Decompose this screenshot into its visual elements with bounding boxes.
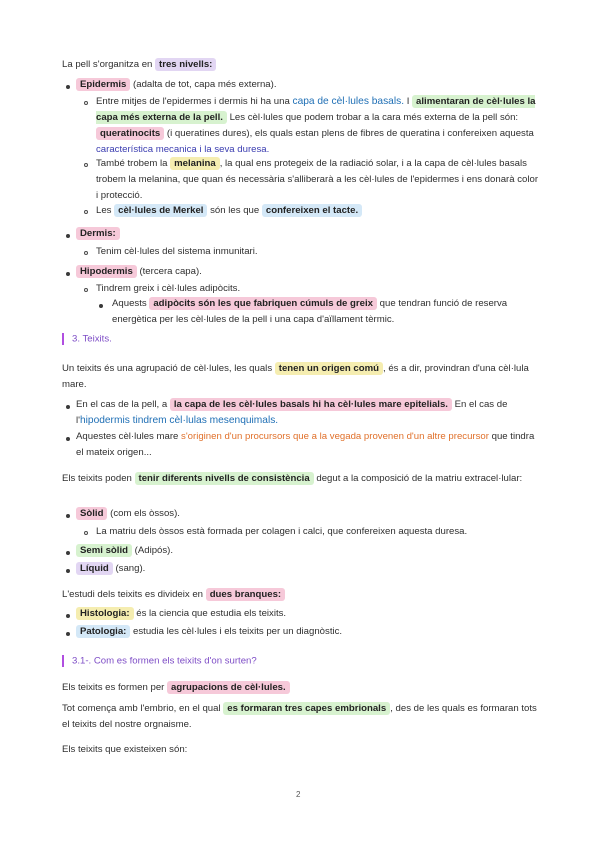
- section-heading-teixits: 3. Teixits.: [62, 333, 112, 345]
- bullet-icon: [66, 85, 70, 89]
- bullet-icon: [66, 614, 70, 618]
- bullet-icon: [66, 514, 70, 518]
- list-item-melanina: També trobem la melanina , la qual ens protegeix de la radiació solar, i a la capa de cèl·lules basals trobem la melanina, que quan és necessària s'alliberarà a les cèl·lules de l'epidermes i ens donarà color i protecció.: [96, 158, 539, 201]
- list-item-hipodermis-greix: Tindrem greix i cèl·lules adipòcits.: [96, 283, 241, 294]
- list-item-semi-solid: Semi sòlid (Adipós).: [76, 543, 536, 559]
- list-item-hipodermis: Hipodermis (tercera capa).: [76, 264, 536, 280]
- list-item-epidermis-basal: Entre mitjes de l'epidermes i dermis hi ha una capa de cèl·lules basals. I alimentaran de cèl·lules la capa més externa de la pell. Les cèl·lules que podem trobar a la cara més externa de la pell són: queratinocits (i queratines dures), els quals estan plens de fibres de queratina i confereixen aquesta característica mecanica i la seva duresa.: [96, 96, 536, 155]
- heading-bar: [62, 655, 64, 667]
- highlight: tres nivells:: [155, 58, 216, 71]
- paragraph-branques: L'estudi dels teixits es divideix en dues branques:: [62, 587, 537, 603]
- paragraph-existeixen: Els teixits que existeixen són:: [62, 744, 188, 755]
- list-item-merkel: Les cèl·lules de Merkel són les que confereixen el tacte.: [96, 203, 540, 219]
- list-item-patologia: Patologia: estudia les cèl·lules i els teixits per un diagnòstic.: [76, 624, 536, 640]
- bullet-icon: [66, 551, 70, 555]
- bullet-icon: [66, 234, 70, 238]
- page-number: 2: [296, 790, 301, 799]
- sub-bullet-icon: [84, 251, 88, 255]
- bullet-icon: [66, 272, 70, 276]
- section-heading-formen: 3.1-. Com es formen els teixits d'on surten?: [62, 655, 257, 667]
- bullet-icon: [99, 304, 103, 308]
- sub-bullet-icon: [84, 531, 88, 535]
- list-item-dermis-sub: Tenim cèl·lules del sistema inmunitari.: [96, 246, 258, 257]
- paragraph-embrio: Tot comença amb l'embrio, en el qual es formaran tres capes embrionals , des de les quals es formaran tots el teixits del nostre orgnaisme.: [62, 703, 537, 730]
- list-item-solid-matriu: La matriu dels òssos està formada per colagen i calci, que confereixen aquesta duresa.: [96, 526, 468, 537]
- sub-bullet-icon: [84, 163, 88, 167]
- bullet-icon: [66, 437, 70, 441]
- list-item-dermis: Dermis:: [76, 226, 536, 242]
- sub-bullet-icon: [84, 101, 88, 105]
- bullet-icon: [66, 632, 70, 636]
- list-item-solid: Sòlid (com els òssos).: [76, 506, 536, 522]
- paragraph-teixits: Un teixits és una agrupació de cèl·lules, les quals tenen un origen comú , és a dir, provindran d'una cèl·lula mare.: [62, 363, 529, 390]
- list-item-adipocits: Aquests adipòcits són les que fabriquen cúmuls de greix que tendran funció de reserva energètica per les cèl·lules de la pell i una capa d'aïllament tèrmic.: [112, 298, 508, 325]
- list-item-pell-basal: En el cas de la pell, a la capa de les cèl·lules basals hi ha cèl·lules mare epitelials. En el cas de l'hipodermis tindrem cèl·lulas mesenquimals.: [76, 399, 508, 426]
- heading-bar: [62, 333, 64, 345]
- list-item-histologia: Histologia: és la ciencia que estudia els teixits.: [76, 606, 536, 622]
- intro-paragraph: La pell s'organitza en tres nivells:: [62, 57, 537, 73]
- paragraph-consistencia: Els teixits poden tenir diferents nivells de consistència degut a la composició de la matriu extracel·lular:: [62, 473, 523, 484]
- bullet-icon: [66, 569, 70, 573]
- list-item-cellules-mare: Aquestes cèl·lules mare s'originen d'un procursors que a la vegada provenen d'un altre precursor que tindra el mateix origen...: [76, 431, 535, 458]
- sub-bullet-icon: [84, 210, 88, 214]
- bullet-icon: [66, 405, 70, 409]
- list-item-liquid: Líquid (sang).: [76, 561, 536, 577]
- paragraph-agrupacions: Els teixits es formen per agrupacions de cèl·lules.: [62, 680, 537, 696]
- sub-bullet-icon: [84, 288, 88, 292]
- list-item-epidermis: Epidermis (adalta de tot, capa més externa).: [76, 77, 536, 93]
